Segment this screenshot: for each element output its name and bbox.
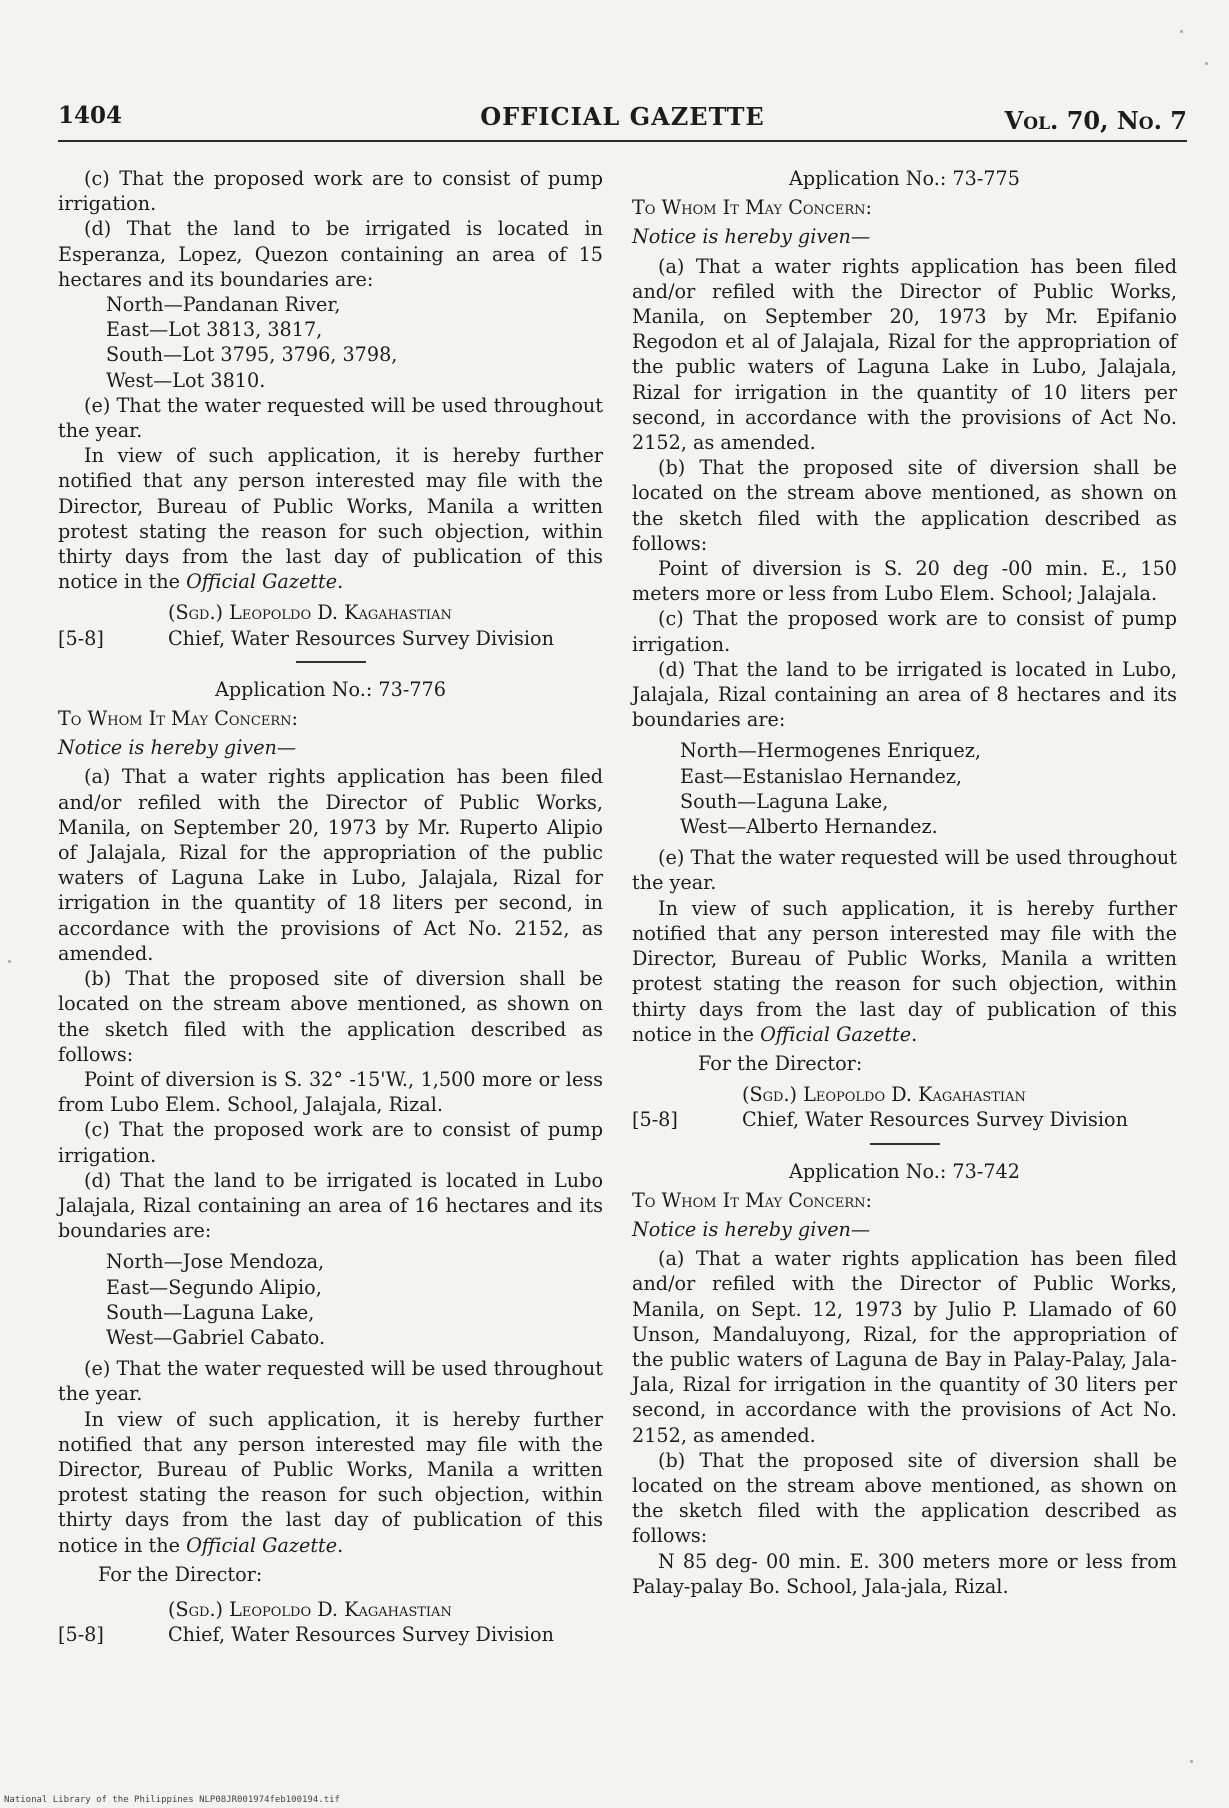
signature-name: (Sgd.) Leopoldo D. Kagahastian <box>168 601 452 625</box>
signature-name: (Sgd.) Leopoldo D. Kagahastian <box>742 1083 1026 1107</box>
page-header <box>58 100 1187 142</box>
publication-title: OFFICIAL GAZETTE <box>480 102 765 131</box>
paragraph-b: (b) That the proposed site of diversion shall be located on the stream above mentioned, as shown on the sketch filed with the application described as follows: <box>632 456 1177 555</box>
signature-block <box>58 1622 603 1647</box>
boundaries-list <box>632 738 1177 839</box>
issue-reference: [5-8] <box>632 1108 678 1132</box>
signature-title: Chief, Water Resources Survey Division <box>168 626 554 650</box>
gazette-name: Official Gazette <box>186 1533 338 1557</box>
page-number: 1404 <box>58 102 123 129</box>
paragraph-protest: In view of such application, it is hereby further notified that any person interested may file with the Director, Bureau of Public Works, Manila a written protest stating the reason for such objection, within thirty days from the last day of publication of this notice in the Official Gazette. <box>632 896 1177 1046</box>
for-the-director: For the Director: <box>698 1051 863 1075</box>
scan-footer: National Library of the Philippines NLP08JR001974feb100194.tif <box>4 1795 340 1805</box>
for-the-director: For the Director: <box>98 1562 263 1586</box>
boundary-east: East—Segundo Alipio, <box>106 1275 322 1299</box>
paragraph-c: (c) That the proposed work are to consist of pump irrigation. <box>58 167 603 216</box>
boundary-east: East—Estanislao Hernandez, <box>680 764 963 788</box>
boundary-north: North—Pandanan River, <box>106 293 341 317</box>
left-column <box>58 166 603 1647</box>
application-number: Application No.: 73-775 <box>789 167 1020 190</box>
signature-name: (Sgd.) Leopoldo D. Kagahastian <box>168 1597 452 1621</box>
scan-speck <box>8 960 11 963</box>
boundary-west: West—Alberto Hernandez. <box>680 815 938 839</box>
issue-reference: [5-8] <box>58 1623 104 1647</box>
boundary-south: South—Laguna Lake, <box>106 1300 315 1324</box>
right-column <box>632 166 1177 1599</box>
scan-speck <box>1190 1760 1193 1763</box>
paragraph-a: (a) That a water rights application has been filed and/or refiled with the Director of Public Works, Manila, on September 20, 1973 by Mr. Ruperto Alipio of Jalajala, Rizal for the appropriation of the public waters of Laguna Lake in Lubo, Jalajala, Rizal for irrigation in the quantity of 18 liters per second, in accordance with the provisions of Act No. 2152, as amended. <box>58 765 603 965</box>
paragraph-c: (c) That the proposed work are to consist of pump irrigation. <box>632 607 1177 656</box>
salutation: To Whom It May Concern: <box>632 1188 872 1212</box>
paragraph-b: (b) That the proposed site of diversion shall be located on the stream above mentioned, as shown on the sketch filed with the application described as follows: <box>632 1448 1177 1548</box>
boundary-south: South—Lot 3795, 3796, 3798, <box>106 343 398 367</box>
signature-block <box>58 626 603 651</box>
boundary-west: West—Gabriel Cabato. <box>106 1325 326 1349</box>
boundaries-list <box>58 292 603 393</box>
point-of-diversion: Point of diversion is S. 20 deg -00 min. E., 150 meters more or less from Lubo Elem. School; Jalajala. <box>632 557 1177 606</box>
section-divider <box>296 661 366 663</box>
issue-reference: [5-8] <box>58 626 104 650</box>
paragraph-protest: In view of such application, it is hereby further notified that any person interested may file with the Director, Bureau of Public Works, Manila a written protest stating the reason for such objection, within thirty days from the last day of publication of this notice in the Official Gazette. <box>58 444 603 594</box>
paragraph-d: (d) That the land to be irrigated is located in Lubo, Jalajala, Rizal containing an area of 8 hectares and its boundaries are: <box>632 657 1177 732</box>
application-number: Application No.: 73-776 <box>215 677 446 701</box>
boundary-south: South—Laguna Lake, <box>680 789 889 813</box>
volume-number: Vol. 70, No. 7 <box>1004 106 1187 135</box>
paragraph-a: (a) That a water rights application has been filed and/or refiled with the Director of Public Works, Manila, on Sept. 12, 1973 by Julio P. Llamado of 60 Unson, Mandaluyong, Rizal, for the appropriation of the public waters of Laguna de Bay in Palay-Palay, Jala-Jala, Rizal for irrigation in the quantity of 30 liters per second, in accordance with the provisions of Act No. 2152, as amended. <box>632 1247 1177 1447</box>
notice-heading: Notice is hereby given— <box>58 736 297 760</box>
salutation: To Whom It May Concern: <box>58 707 298 731</box>
scan-speck <box>1205 62 1208 65</box>
boundary-east: East—Lot 3813, 3817, <box>106 318 323 342</box>
gazette-name: Official Gazette <box>760 1022 912 1046</box>
gazette-name: Official Gazette <box>186 570 338 594</box>
paragraph-e: (e) That the water requested will be used throughout the year. <box>58 393 603 443</box>
notice-heading: Notice is hereby given— <box>632 225 871 249</box>
salutation: To Whom It May Concern: <box>632 196 872 220</box>
point-of-diversion: N 85 deg- 00 min. E. 300 meters more or less from Palay-palay Bo. School, Jala-jala, Rizal. <box>632 1549 1177 1598</box>
paragraph-d: (d) That the land to be irrigated is located in Esperanza, Lopez, Quezon containing an area of 15 hectares and its boundaries are: <box>58 217 603 291</box>
boundary-north: North—Jose Mendoza, <box>106 1250 325 1274</box>
paragraph-e: (e) That the water requested will be used throughout the year. <box>632 846 1177 895</box>
section-divider <box>870 1143 940 1145</box>
paragraph-d: (d) That the land to be irrigated is located in Lubo Jalajala, Rizal containing an area of 16 hectares and its boundaries are: <box>58 1168 603 1243</box>
paragraph-c: (c) That the proposed work are to consist of pump irrigation. <box>58 1118 603 1167</box>
signature-title: Chief, Water Resources Survey Division <box>168 1623 554 1647</box>
scan-speck <box>1180 30 1183 33</box>
boundaries-list <box>58 1249 603 1350</box>
signature-title: Chief, Water Resources Survey Division <box>742 1108 1128 1132</box>
paragraph-a: (a) That a water rights application has been filed and/or refiled with the Director of Public Works, Manila, on September 20, 1973 by Mr. Epifanio Regodon et al of Jalajala, Rizal for the appropriation of the public waters of Laguna Lake in Lubo, Jalajala, Rizal for irrigation in the quantity of 10 liters per second, in accordance with the provisions of Act No. 2152, as amended. <box>632 254 1177 455</box>
signature-block <box>632 1107 1177 1132</box>
boundary-north: North—Hermogenes Enriquez, <box>680 739 981 763</box>
paragraph-protest: In view of such application, it is hereby further notified that any person interested may file with the Director, Bureau of Public Works, Manila a written protest stating the reason for such objection, within thirty days from the last day of publication of this notice in the Official Gazette. <box>58 1407 603 1557</box>
notice-heading: Notice is hereby given— <box>632 1217 871 1241</box>
paragraph-b: (b) That the proposed site of diversion shall be located on the stream above mentioned, as shown on the sketch filed with the application described as follows: <box>58 967 603 1066</box>
boundary-west: West—Lot 3810. <box>106 368 266 392</box>
paragraph-e: (e) That the water requested will be used throughout the year. <box>58 1357 603 1406</box>
application-number: Application No.: 73-742 <box>789 1159 1020 1183</box>
point-of-diversion: Point of diversion is S. 32° -15'W., 1,500 more or less from Lubo Elem. School, Jalajala, Rizal. <box>58 1067 603 1117</box>
